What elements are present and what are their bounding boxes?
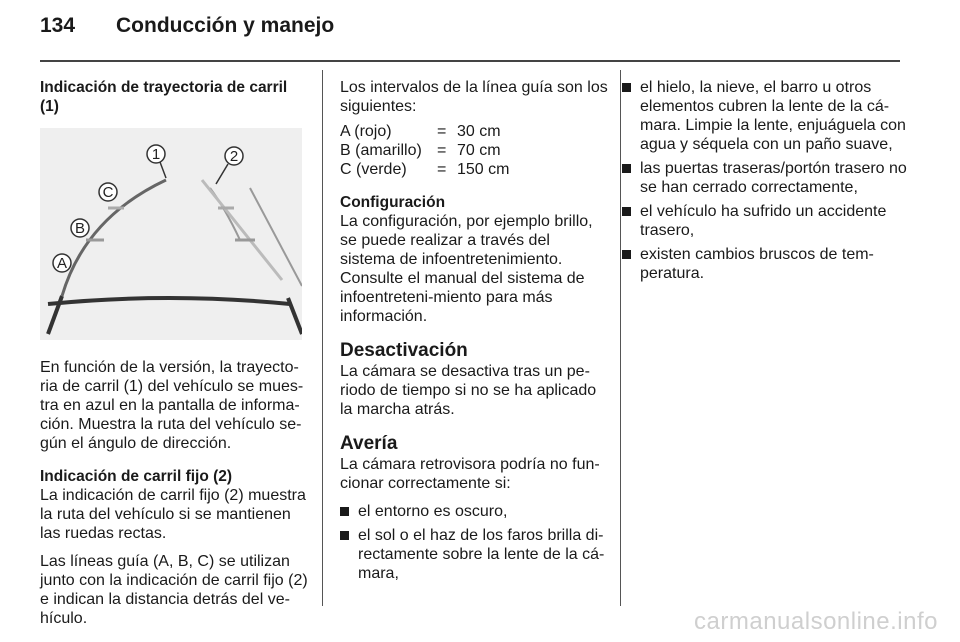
camera-guide-figure — [40, 128, 302, 340]
intervals-intro: Los intervalos de la línea guía son los siguientes: — [340, 79, 608, 115]
column-divider-2 — [620, 70, 621, 606]
config-text: La configuración, por ejemplo brillo, se puede realizar a través del sistema de infoentretenimiento. Consulte el manual del sistema de infoentreteni-miento para más información. — [340, 213, 593, 325]
label-2: 2 — [229, 148, 239, 165]
page-title: Conducción y manejo — [116, 14, 335, 37]
list-item: el entorno es oscuro, — [340, 502, 608, 521]
table-row: A (rojo) = 30 cm — [340, 123, 501, 140]
bullet-icon — [340, 531, 349, 540]
fault-heading: Avería — [340, 433, 398, 454]
bullet-icon — [622, 83, 631, 92]
fault-list-continued — [622, 78, 912, 283]
column-1 — [40, 78, 308, 637]
leader-2 — [216, 164, 228, 184]
list-item: existen cambios bruscos de tem-peratura. — [622, 245, 912, 283]
leader-1 — [160, 162, 166, 178]
bullet-icon — [622, 250, 631, 259]
page-number: 134 — [40, 14, 76, 37]
bullet-icon — [622, 164, 631, 173]
subheading-fixed-lane: Indicación de carril fijo (2) — [40, 468, 233, 485]
paragraph-trajectory: En función de la versión, la trayecto-ria de carril (1) del vehículo se mues-tra en azul en la pantalla de informa-ción. Muestra la ruta del vehículo se-gún el ángulo de dirección. — [40, 359, 304, 452]
label-b: B — [74, 220, 86, 237]
paragraph-guide-lines: Las líneas guía (A, B, C) se utilizan junto con la indicación de carril fijo (2) e indican la distancia detrás del ve-hículo. — [40, 553, 308, 627]
figure-title: Indicación de trayectoria de carril (1) — [40, 79, 288, 115]
label-c: C — [102, 184, 114, 201]
bullet-icon — [622, 207, 631, 216]
column-3 — [622, 78, 912, 288]
right-outer-line — [288, 298, 302, 334]
header-rule — [40, 60, 900, 62]
fault-list — [340, 502, 608, 583]
page-header — [40, 14, 334, 38]
fixed-lane-line — [202, 180, 282, 280]
fault-text: La cámara retrovisora podría no fun-cionar correctamente si: — [340, 456, 600, 492]
label-a: A — [56, 255, 68, 272]
list-item: las puertas traseras/portón trasero no se han cerrado correctamente, — [622, 159, 912, 197]
column-2 — [340, 78, 608, 588]
guide-line-a — [48, 298, 290, 304]
label-1: 1 — [151, 146, 161, 163]
intervals-table — [340, 122, 509, 179]
paragraph-fixed-lane: La indicación de carril fijo (2) muestra la ruta del vehículo si se mantienen las ruedas rectas. — [40, 487, 306, 542]
table-row: B (amarillo) = 70 cm — [340, 142, 501, 159]
config-heading: Configuración — [340, 194, 446, 211]
list-item: el vehículo ha sufrido un accidente trasero, — [622, 202, 912, 240]
column-divider-1 — [322, 70, 323, 606]
list-item: el hielo, la nieve, el barro u otros elementos cubren la lente de la cá-mara. Limpie la lente, enjuáguela con agua y séquela con un paño suave, — [622, 78, 912, 154]
list-item: el sol o el haz de los faros brilla di-rectamente sobre la lente de la cá-mara, — [340, 526, 608, 583]
watermark: carmanualsonline.info — [694, 608, 938, 635]
bullet-icon — [340, 507, 349, 516]
table-row: C (verde) = 150 cm — [340, 161, 510, 178]
deactivation-text: La cámara se desactiva tras un pe-riodo de tiempo si no se ha aplicado la marcha atrás. — [340, 363, 597, 418]
guide-lines-illustration — [40, 128, 302, 340]
deactivation-heading: Desactivación — [340, 340, 468, 361]
